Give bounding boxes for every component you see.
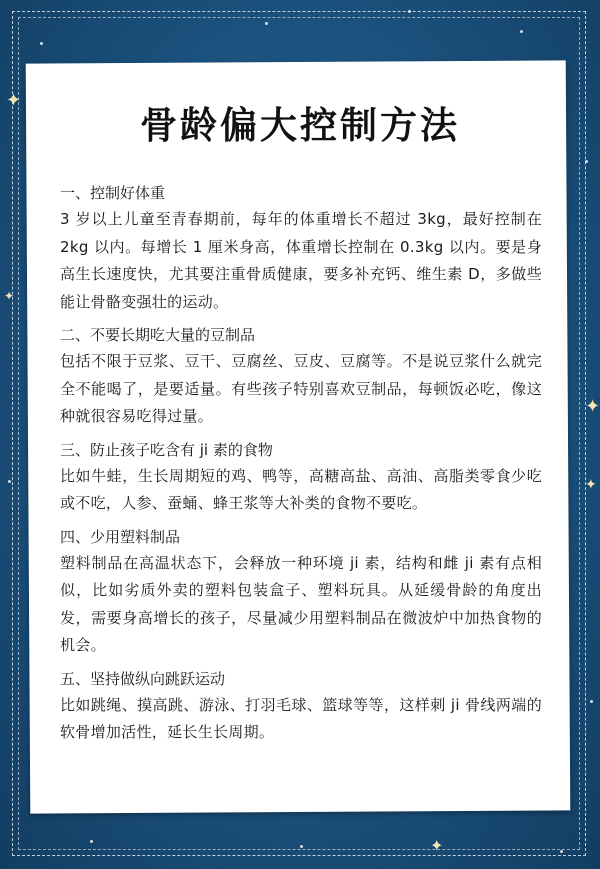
- star-dot: [408, 10, 411, 13]
- section-weight-control: [60, 180, 542, 316]
- section-body: 比如跳绳、摸高跳、游泳、打羽毛球、篮球等等，这样刺 ji 骨线两端的软骨增加活性，延长生长周期。: [60, 695, 542, 741]
- star-decoration-icon: ✦: [6, 90, 22, 111]
- star-dot: [265, 22, 268, 25]
- section-soy-products: [60, 322, 542, 431]
- article-content: [60, 180, 542, 747]
- section-body: 3 岁以上儿童至青春期前，每年的体重增长不超过 3kg，最好控制在 2kg 以内。每增长 1 厘米身高，体重增长控制在 0.3kg 以内。要是身高生长速度快，尤其要注重骨质健康，要多补充钙、维生素 D，多做些能让骨骼变强壮的运动。: [60, 210, 542, 311]
- star-dot: [90, 840, 93, 843]
- section-jumping-exercise: [60, 666, 542, 747]
- star-dot: [560, 850, 563, 853]
- star-dot: [590, 700, 593, 703]
- page-title: 骨龄偏大控制方法: [140, 104, 460, 147]
- star-dot: [585, 160, 588, 163]
- star-dot: [520, 30, 523, 33]
- section-heading: 五、坚持做纵向跳跃运动: [60, 669, 226, 688]
- star-decoration-icon: ✦: [585, 477, 597, 493]
- section-plastic-products: [60, 524, 542, 660]
- section-body: 比如牛蛙，生长周期短的鸡、鸭等，高糖高盐、高油、高脂类零食少吃或不吃，人参、蚕蛹、蜂王浆等大补类的食物不要吃。: [60, 466, 542, 512]
- star-dot: [40, 42, 43, 45]
- section-heading: 一、控制好体重: [60, 184, 166, 202]
- section-heading: 三、防止孩子吃含有 ji 素的食物: [60, 440, 273, 459]
- star-decoration-icon: ✦: [4, 289, 15, 303]
- section-body: 包括不限于豆浆、豆干、豆腐丝、豆皮、豆腐等。不是说豆浆什么就完全不能喝了，是要适量。有些孩子特别喜欢豆制品，每顿饭必吃，像这种就很容易吃得过量。: [60, 352, 542, 425]
- section-heading: 二、不要长期吃大量的豆制品: [60, 326, 256, 344]
- section-hormone-foods: [60, 437, 542, 518]
- star-dot: [8, 480, 11, 483]
- star-dot: [300, 845, 303, 848]
- star-decoration-icon: ✦: [430, 836, 444, 855]
- star-decoration-icon: ✦: [585, 396, 600, 417]
- section-body: 塑料制品在高温状态下，会释放一种环境 ji 素，结构和雌 ji 素有点相似，比如劣质外卖的塑料包装盒子、塑料玩具。从延缓骨龄的角度出发，需要身高增长的孩子，尽量减少用塑料制品在微波炉中加热食物的机会。: [60, 553, 542, 654]
- section-heading: 四、少用塑料制品: [60, 527, 181, 546]
